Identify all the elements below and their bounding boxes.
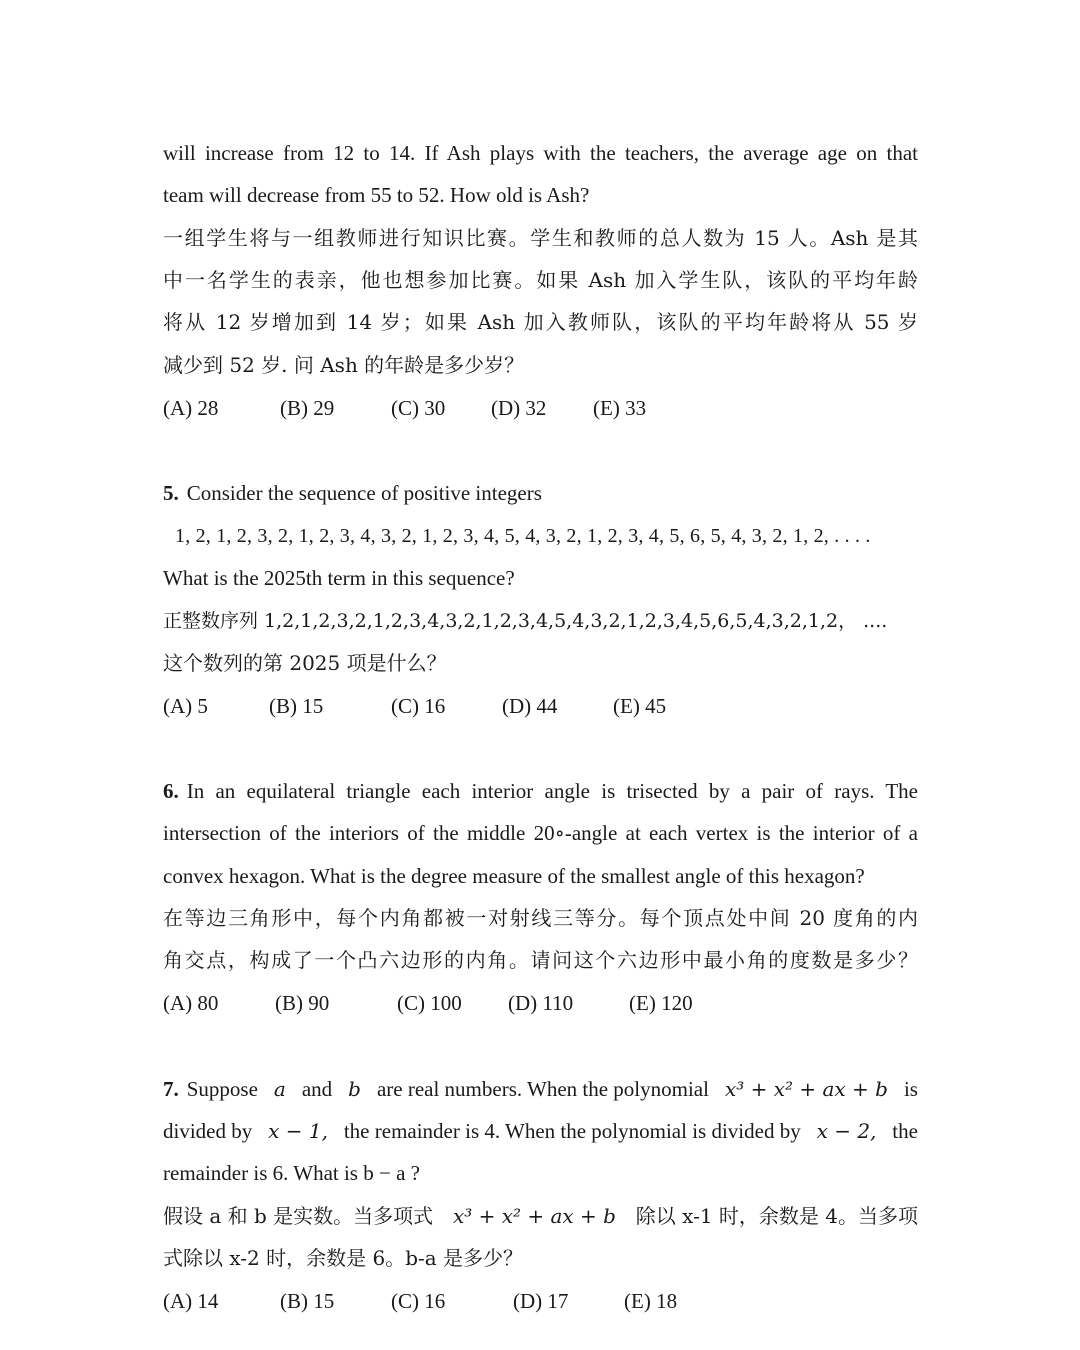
q6-stem-line: convex hexagon. What is the degree measure of the smallest angle of this hexagon? (163, 864, 865, 888)
q7-stem-line: remainder is 6. What is b − a ? (163, 1161, 420, 1185)
q4-english-line: will increase from 12 to 14. If Ash plays with the teachers, the average age on that (163, 141, 918, 165)
q6-number: 6. (163, 779, 179, 803)
q6-stem-text: In an equilateral triangle each interior angle is trisected by a pair of rays. The (186, 779, 918, 803)
q6-option-b: (B) 90 (275, 991, 330, 1015)
q7-polynomial: x³ + x² + ax + b (452, 1204, 616, 1228)
q7-option-a: (A) 14 (163, 1289, 219, 1313)
q7-text: and (301, 1077, 333, 1101)
q7-chinese-line: 式除以 x-2 时，余数是 6。b-a 是多少？ (163, 1246, 524, 1270)
q5-option-d: (D) 44 (502, 694, 558, 718)
q7-chinese-line (163, 1202, 918, 1230)
q5-chinese-line: 这个数列的第 2025 项是什么？ (163, 651, 447, 675)
q4-option-a: (A) 28 (163, 396, 219, 420)
q7-text: divided by (163, 1119, 253, 1143)
q7-option-b: (B) 15 (280, 1289, 335, 1313)
q6-stem-line: intersection of the interiors of the middle 20∘-angle at each vertex is the interior of a (163, 821, 918, 845)
q7-number: 7. (163, 1077, 179, 1101)
q4-chinese-line: 减少到 52 岁. 问 Ash 的年龄是多少岁？ (163, 353, 525, 377)
q7-text: are real numbers. When the polynomial (376, 1077, 709, 1101)
q7-text: Suppose (186, 1077, 258, 1101)
q4-chinese-line: 中一名学生的表亲，他也想参加比赛。如果 Ash 加入学生队，该队的平均年龄 (163, 268, 918, 292)
q7-option-d: (D) 17 (513, 1289, 569, 1313)
q6-stem-line (163, 777, 918, 805)
q5-stem-text: Consider the sequence of positive integers (186, 481, 542, 505)
q7-chinese-text: 假设 a 和 b 是实数。当多项式 (163, 1204, 434, 1228)
q6-option-c: (C) 100 (397, 991, 462, 1015)
q6-chinese-line: 角交点，构成了一个凸六边形的内角。请问这个六边形中最小角的度数是多少？ (163, 948, 918, 972)
q6-option-a: (A) 80 (163, 991, 219, 1015)
q5-number: 5. (163, 481, 179, 505)
q7-text: the remainder is 4. When the polynomial is divided by (343, 1119, 801, 1143)
q4-option-e: (E) 33 (593, 396, 647, 420)
q7-variable-a: a (273, 1077, 286, 1101)
q5-option-b: (B) 15 (269, 694, 324, 718)
q7-text: is (903, 1077, 918, 1101)
q7-option-c: (C) 16 (391, 1289, 446, 1313)
q6-chinese-line: 在等边三角形中，每个内角都被一对射线三等分。每个顶点处中间 20 度角的内 (163, 906, 918, 930)
q5-question-line: What is the 2025th term in this sequence? (163, 566, 515, 590)
q7-chinese-text: 除以 x-1 时，余数是 4。当多项 (635, 1204, 918, 1228)
q4-option-c: (C) 30 (391, 396, 446, 420)
q5-chinese-line: 正整数序列 1,2,1,2,3,2,1,2,3,4,3,2,1,2,3,4,5,4,3,2,1,2,3,4,5,6,5,4,3,2,1,2， .... (163, 610, 888, 632)
q7-stem-line (163, 1117, 918, 1145)
q4-chinese-line: 一组学生将与一组教师进行知识比赛。学生和教师的总人数为 15 人。Ash 是其 (163, 226, 918, 250)
q7-option-e: (E) 18 (624, 1289, 678, 1313)
q7-divisor-2: x − 2, (816, 1119, 877, 1143)
q5-option-c: (C) 16 (391, 694, 446, 718)
q5-option-e: (E) 45 (613, 694, 667, 718)
q4-chinese-line: 将从 12 岁增加到 14 岁；如果 Ash 加入教师队，该队的平均年龄将从 55 岁 (163, 310, 918, 334)
q7-text: the (892, 1119, 918, 1143)
q7-stem-line (163, 1075, 918, 1103)
q7-divisor-1: x − 1, (268, 1119, 328, 1143)
q7-polynomial: x³ + x² + ax + b (724, 1077, 888, 1101)
q4-option-b: (B) 29 (280, 396, 335, 420)
q4-option-d: (D) 32 (491, 396, 547, 420)
q5-option-a: (A) 5 (163, 694, 208, 718)
q7-variable-b: b (348, 1077, 361, 1101)
q4-english-line: team will decrease from 55 to 52. How old is Ash? (163, 183, 590, 207)
q6-option-d: (D) 110 (508, 991, 574, 1015)
q5-stem-line (163, 479, 918, 507)
q5-sequence: 1, 2, 1, 2, 3, 2, 1, 2, 3, 4, 3, 2, 1, 2, 3, 4, 5, 4, 3, 2, 1, 2, 3, 4, 5, 6, 5, 4, 3, 2, 1, 2, . . . . (175, 525, 871, 547)
q6-option-e: (E) 120 (629, 991, 693, 1015)
